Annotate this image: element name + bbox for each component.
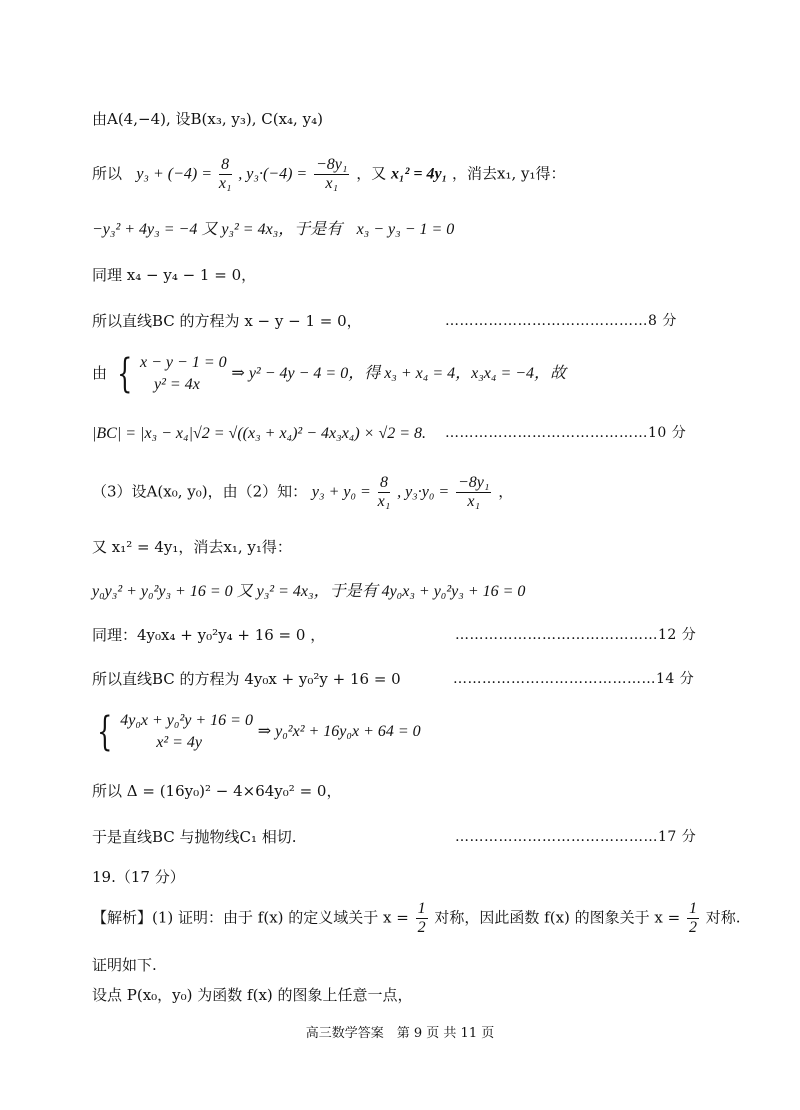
page-footer: 高三数学答案 第 9 页 共 11 页 <box>305 1026 495 1041</box>
text-line-1: 由A(4,−4), 设B(x₃, y₃), C(x₄, y₄) <box>92 110 323 128</box>
line-2 <box>92 156 565 193</box>
system-1 <box>140 352 227 396</box>
numerator: 8 <box>378 474 391 493</box>
denominator: 2 <box>417 919 426 936</box>
line-7 <box>92 422 426 445</box>
line-15 <box>92 826 297 848</box>
numerator: 8 <box>219 156 232 175</box>
system-1-eq2: y² = 4x <box>154 376 200 393</box>
text-line-3b: x₃ − y₃ − 1 = 0 <box>356 221 455 238</box>
text-eliminate: ，消去x₁, y₁得： <box>451 164 566 183</box>
line-12 <box>92 668 401 690</box>
denominator: x₁ <box>218 175 232 192</box>
line-18 <box>92 954 157 976</box>
denominator: 2 <box>689 919 698 936</box>
numerator: −8y₁ <box>315 156 348 173</box>
line-6 <box>92 352 566 396</box>
eq-y3y0-prod: , y₃·y₀ = <box>397 483 450 501</box>
line-3 <box>92 218 454 241</box>
line-10 <box>92 580 525 603</box>
denominator: x₁ <box>467 493 481 510</box>
text-and: ，又 <box>356 164 387 183</box>
text-line-8: （3）设A(x₀, y₀)，由（2）知： <box>92 482 308 501</box>
line-11 <box>92 624 325 646</box>
text-line-17a: 【解析】(1) 证明：由于 f(x) 的定义域关于 x = <box>92 908 409 927</box>
text-line-15: 于是直线BC 与抛物线C₁ 相切. <box>92 828 297 846</box>
score-10: ……………………………………10 分 <box>445 425 687 441</box>
eq-x1sq: x₁² = 4y₁ <box>391 165 448 183</box>
system-1-eq1: x − y − 1 = 0 <box>140 354 227 371</box>
fraction-one-half <box>416 900 428 937</box>
text-line-14: 所以 Δ = (16y₀)² − 4×64y₀² = 0， <box>92 782 342 800</box>
text-line-19: 设点 P(x₀，y₀) 为函数 f(x) 的图象上任意一点， <box>92 986 413 1004</box>
text-line-3a: −y₃² + 4y₃ = −4 又 y₃² = 4x₃，于是有 <box>92 221 343 238</box>
score-17: ……………………………………17 分 <box>455 829 697 845</box>
line-19 <box>92 984 413 1006</box>
line-13 <box>92 710 421 754</box>
system-2 <box>120 710 253 754</box>
numerator: −8y₁ <box>457 474 490 491</box>
brace-icon: { <box>116 351 133 397</box>
text-line-10: y₀y₃² + y₀²y₃ + 16 = 0 又 y₃² = 4x₃，于是有 4y₀x₃ + y₀²y₃ + 16 = 0 <box>92 583 526 600</box>
text-line-17c: 对称. <box>705 908 741 927</box>
line-4 <box>92 264 256 286</box>
line-16 <box>92 866 185 888</box>
fraction-8-over-x1-b <box>378 474 391 511</box>
text-line-12: 所以直线BC 的方程为 4y₀x + y₀²y + 16 = 0 <box>92 670 401 688</box>
text-line-18: 证明如下. <box>92 956 157 974</box>
fraction-neg8y1-over-x1 <box>314 156 349 193</box>
text-line-17b: 对称，因此函数 f(x) 的图象关于 x = <box>434 908 681 927</box>
brace-icon-2: { <box>97 709 113 755</box>
text-line-9: 又 x₁² = 4y₁，消去x₁, y₁得： <box>92 538 292 556</box>
line-5 <box>92 310 362 332</box>
line-17 <box>92 900 741 937</box>
text-line-4: 同理 x₄ − y₄ − 1 = 0， <box>92 266 257 284</box>
denominator: x₁ <box>325 175 339 192</box>
text-line-13-suffix: ⇒ y₀²x² + 16y₀x + 64 = 0 <box>257 723 421 740</box>
fraction-neg8y1-over-x1-b <box>456 474 491 511</box>
fraction-8-over-x1 <box>219 156 232 193</box>
text-line-5: 所以直线BC 的方程为 x − y − 1 = 0， <box>92 312 362 330</box>
text-question-19: 19.（17 分） <box>92 868 185 886</box>
text-line-6-suffix: ⇒ y² − 4y − 4 = 0，得 x₃ + x₄ = 4，x₃x₄ = −4，故 <box>231 365 567 382</box>
text-line-11: 同理：4y₀x₄ + y₀²y₄ + 16 = 0 ， <box>92 626 326 644</box>
text-so: 所以 <box>92 164 123 183</box>
system-2-eq1: 4y₀x + y₀²y + 16 = 0 <box>120 712 253 729</box>
denominator: x₁ <box>377 493 391 510</box>
line-14 <box>92 780 341 802</box>
line-1 <box>92 108 323 130</box>
numerator: 1 <box>417 900 426 917</box>
eq-y3-sum: y₃ + (−4) = <box>136 165 213 183</box>
score-12: ……………………………………12 分 <box>455 627 697 643</box>
line-8 <box>92 474 513 511</box>
text-line-7: |BC| = |x₃ − x₄|√2 = √((x₃ + x₄)² − 4x₃x₄) × √2 = 8. <box>92 425 427 442</box>
eq-y3-prod: , y₃·(−4) = <box>238 165 308 183</box>
comma: ， <box>498 482 514 501</box>
line-9 <box>92 536 292 558</box>
system-2-eq2: x² = 4y <box>156 734 203 751</box>
score-14: ……………………………………14 分 <box>453 671 695 687</box>
numerator: 1 <box>689 900 698 917</box>
fraction-one-half-b <box>687 900 699 937</box>
text-from: 由 <box>92 364 108 382</box>
eq-y3y0-sum: y₃ + y₀ = <box>311 483 371 501</box>
score-8: ……………………………………8 分 <box>445 313 677 329</box>
